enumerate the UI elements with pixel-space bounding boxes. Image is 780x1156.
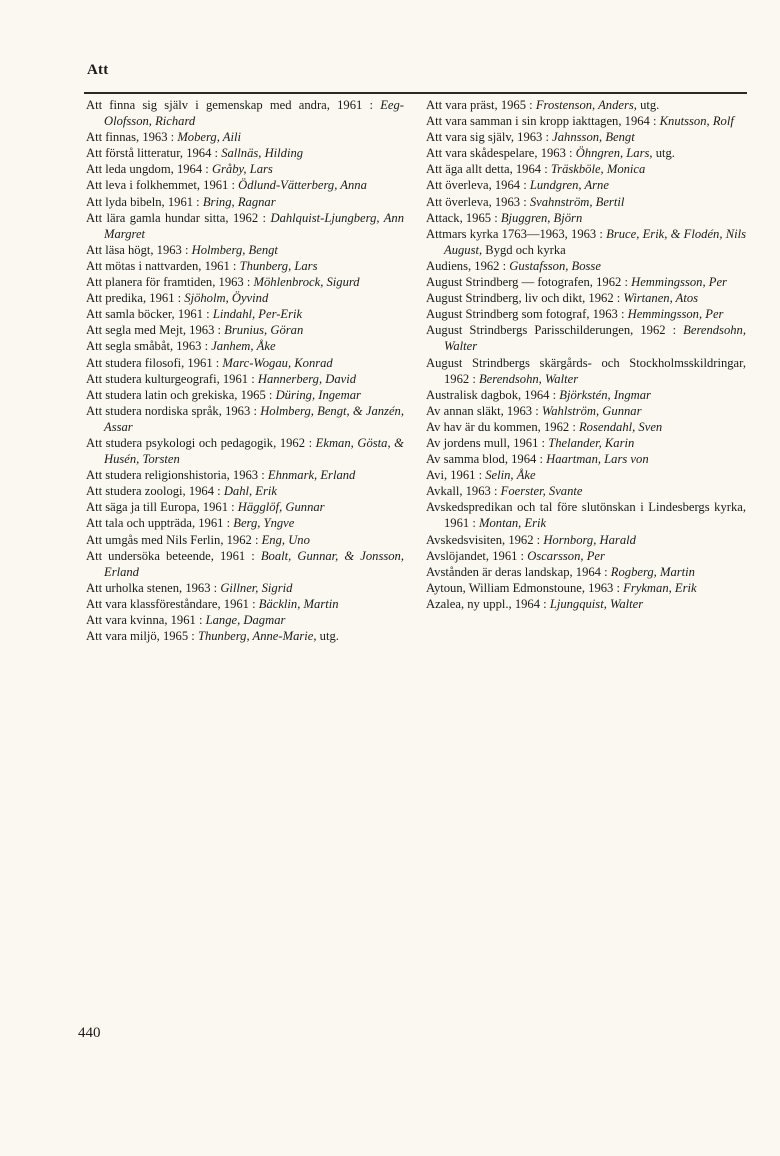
entry-author: Möhlenbrock, Sigurd bbox=[253, 275, 360, 290]
entry-title: Att mötas i nattvarden, 1961 : bbox=[86, 258, 240, 273]
entry-title: Att samla böcker, 1961 : bbox=[86, 307, 213, 322]
index-entry bbox=[86, 403, 404, 435]
index-entry bbox=[426, 306, 746, 322]
entry-author: Bruce, Erik, & Flodén, Nils August, bbox=[444, 226, 746, 257]
entry-author: Foerster, Svante bbox=[500, 484, 583, 499]
index-entry bbox=[426, 548, 746, 564]
entry-title: Att vara samman i sin kropp iakttagen, 1964 : bbox=[426, 114, 660, 129]
entry-title: Av annan släkt, 1963 : bbox=[426, 403, 542, 418]
index-entry bbox=[426, 194, 746, 210]
entry-title: Att överleva, 1963 : bbox=[426, 194, 530, 209]
index-entry bbox=[426, 161, 746, 177]
entry-author: Bjuggren, Björn bbox=[500, 210, 583, 225]
entry-title: Att studera filosofi, 1961 : bbox=[86, 355, 223, 370]
index-entry bbox=[86, 499, 404, 515]
entry-title: Att segla småbåt, 1963 : bbox=[86, 339, 212, 354]
entry-author: Janhem, Åke bbox=[211, 339, 276, 354]
index-entry bbox=[86, 338, 404, 354]
entry-title: Att studera kulturgeografi, 1961 : bbox=[86, 371, 258, 386]
entry-title: Att vara sig själv, 1963 : bbox=[426, 130, 553, 145]
index-entry bbox=[86, 306, 404, 322]
entry-title: August Strindbergs skärgårds- och Stockholmsskildringar, 1962 : bbox=[426, 355, 746, 386]
index-entry bbox=[426, 355, 746, 387]
index-entry bbox=[86, 435, 404, 467]
index-entry bbox=[426, 97, 746, 113]
entry-author: Marc-Wogau, Konrad bbox=[222, 355, 333, 370]
index-entry bbox=[86, 387, 404, 403]
entry-author: Thunberg, Lars bbox=[239, 258, 318, 273]
entry-suffix: utg. bbox=[636, 98, 660, 112]
index-entry bbox=[426, 210, 746, 226]
entry-title: Att vara miljö, 1965 : bbox=[86, 629, 198, 644]
entry-author: Jahnsson, Bengt bbox=[552, 130, 635, 145]
entry-suffix: utg. bbox=[316, 629, 339, 644]
index-entry bbox=[86, 467, 404, 483]
entry-title: Att vara präst, 1965 : bbox=[426, 98, 536, 112]
entry-author: Selin, Åke bbox=[485, 468, 536, 483]
index-entry bbox=[86, 628, 404, 644]
entry-title: Att studera psykologi och pedagogik, 1962 : bbox=[86, 435, 316, 450]
entry-author: Bäcklin, Martin bbox=[258, 596, 339, 611]
entry-title: Att finnas, 1963 : bbox=[86, 130, 178, 145]
entry-author: Gillner, Sigrid bbox=[220, 580, 293, 595]
index-entry bbox=[426, 145, 746, 161]
entry-author: Sallnäs, Hilding bbox=[221, 146, 304, 161]
entry-author: Knutsson, Rolf bbox=[659, 114, 734, 129]
entry-title: Att undersöka beteende, 1961 : bbox=[86, 548, 261, 563]
entry-author: Svahnström, Bertil bbox=[529, 194, 625, 209]
entry-author: Ehnmark, Erland bbox=[267, 468, 356, 483]
entry-title: August Strindberg som fotograf, 1963 : bbox=[426, 307, 628, 322]
entry-title: Att tala och uppträda, 1961 : bbox=[86, 516, 234, 531]
entry-title: Azalea, ny uppl., 1964 : bbox=[426, 596, 550, 611]
entry-title: Att studera zoologi, 1964 : bbox=[86, 484, 224, 499]
entry-author: Hägglöf, Gunnar bbox=[237, 500, 325, 515]
entry-author: Lange, Dagmar bbox=[205, 613, 286, 627]
entry-author: Bring, Ragnar bbox=[202, 194, 276, 209]
entry-title: Avi, 1961 : bbox=[426, 468, 486, 483]
entry-title: Avskedspredikan och tal före slutönskan i Lindesbergs kyrka, 1961 : bbox=[426, 500, 746, 531]
entry-author: Montan, Erik bbox=[478, 516, 547, 531]
header-rule bbox=[84, 92, 747, 94]
entry-author: Brunius, Göran bbox=[224, 323, 304, 338]
index-entry bbox=[86, 290, 404, 306]
entry-author: Düring, Ingemar bbox=[275, 387, 361, 402]
entry-author: Eeg-Olofsson, Richard bbox=[104, 98, 404, 129]
entry-title: August Strindberg — fotografen, 1962 : bbox=[426, 275, 632, 290]
index-entry bbox=[426, 129, 746, 145]
index-entry bbox=[426, 322, 746, 354]
entry-author: Wirtanen, Atos bbox=[623, 291, 699, 306]
index-entry bbox=[86, 242, 404, 258]
entry-title: Att studera religionshistoria, 1963 : bbox=[86, 468, 268, 483]
entry-title: Aytoun, William Edmonstoune, 1963 : bbox=[426, 580, 624, 595]
index-entry bbox=[426, 403, 746, 419]
left-column bbox=[86, 97, 404, 644]
index-entry bbox=[426, 258, 746, 274]
entry-author: Rosendahl, Sven bbox=[578, 419, 663, 434]
entry-author: Ödlund-Vätterberg, Anna bbox=[238, 178, 367, 193]
index-entry bbox=[426, 177, 746, 193]
index-entry bbox=[86, 355, 404, 371]
index-entry bbox=[426, 499, 746, 531]
entry-author: Boalt, Gunnar, & Jonsson, Erland bbox=[104, 548, 404, 579]
index-entry bbox=[426, 387, 746, 403]
entry-title: Att predika, 1961 : bbox=[86, 291, 185, 306]
entry-author: Hannerberg, David bbox=[257, 371, 357, 386]
index-entry bbox=[426, 435, 746, 451]
entry-title: Avkall, 1963 : bbox=[426, 484, 501, 499]
index-entry bbox=[426, 596, 746, 612]
index-entry bbox=[426, 580, 746, 596]
entry-suffix: Bygd och kyrka bbox=[482, 242, 566, 257]
index-entry bbox=[86, 371, 404, 387]
index-entry bbox=[86, 210, 404, 242]
index-entry bbox=[426, 532, 746, 548]
entry-title: August Strindbergs Parisschilderungen, 1962 : bbox=[426, 323, 684, 338]
entry-title: Att studera latin och grekiska, 1965 : bbox=[86, 387, 276, 402]
entry-author: Gråby, Lars bbox=[211, 162, 273, 177]
entry-title: Att urholka stenen, 1963 : bbox=[86, 580, 221, 595]
index-entry bbox=[86, 483, 404, 499]
index-entry bbox=[426, 419, 746, 435]
entry-author: Ljungquist, Walter bbox=[549, 596, 644, 611]
entry-author: Ekman, Gösta, & Husén, Torsten bbox=[104, 435, 404, 467]
entry-title: Australisk dagbok, 1964 : bbox=[426, 387, 560, 402]
entry-title: Att vara klassföreståndare, 1961 : bbox=[86, 596, 259, 611]
entry-title: Att säga ja till Europa, 1961 : bbox=[86, 500, 238, 515]
index-entry bbox=[86, 177, 404, 193]
entry-author: Thunberg, Anne-Marie, bbox=[197, 629, 317, 644]
entry-author: Lundgren, Arne bbox=[529, 178, 609, 193]
index-entry bbox=[86, 97, 404, 129]
entry-author: Dahl, Erik bbox=[223, 484, 277, 499]
index-entry bbox=[426, 113, 746, 129]
entry-title: Av jordens mull, 1961 : bbox=[426, 435, 549, 450]
entry-author: Träskböle, Monica bbox=[550, 162, 646, 177]
entry-title: Av hav är du kommen, 1962 : bbox=[426, 419, 579, 434]
entry-author: Thelander, Karin bbox=[548, 435, 635, 450]
entry-author: Frykman, Erik bbox=[623, 580, 697, 595]
entry-title: Att lära gamla hundar sitta, 1962 : bbox=[86, 210, 271, 225]
entry-author: Haartman, Lars von bbox=[546, 452, 649, 467]
entry-author: Wahlström, Gunnar bbox=[541, 403, 642, 418]
entry-author: Öhngren, Lars, bbox=[575, 146, 653, 161]
entry-author: Sjöholm, Öyvind bbox=[184, 291, 269, 306]
entry-author: Rogberg, Martin bbox=[610, 564, 695, 579]
entry-title: Att förstå litteratur, 1964 : bbox=[86, 146, 222, 161]
page-number: 440 bbox=[78, 1025, 101, 1041]
index-entry bbox=[426, 467, 746, 483]
entry-author: Hemmingsson, Per bbox=[631, 275, 727, 290]
entry-title: August Strindberg, liv och dikt, 1962 : bbox=[426, 291, 624, 306]
entry-title: Att planera för framtiden, 1963 : bbox=[86, 275, 254, 290]
running-header: Att bbox=[87, 62, 109, 78]
entry-author: Moberg, Aili bbox=[177, 130, 241, 145]
entry-title: Attmars kyrka 1763—1963, 1963 : bbox=[426, 226, 607, 241]
index-entry bbox=[86, 145, 404, 161]
entry-author: Berg, Yngve bbox=[233, 516, 295, 531]
index-entry bbox=[86, 161, 404, 177]
entry-title: Att finna sig själv i gemenskap med andra, 1961 : bbox=[86, 98, 381, 112]
index-entry bbox=[86, 596, 404, 612]
entry-author: Frostenson, Anders, bbox=[535, 98, 637, 112]
entry-suffix: utg. bbox=[652, 146, 675, 161]
entry-title: Att segla med Mejt, 1963 : bbox=[86, 323, 225, 338]
entry-title: Att lyda bibeln, 1961 : bbox=[86, 194, 203, 209]
entry-title: Audiens, 1962 : bbox=[426, 258, 510, 273]
entry-title: Att vara skådespelare, 1963 : bbox=[426, 146, 576, 161]
index-entry bbox=[426, 451, 746, 467]
entry-title: Attack, 1965 : bbox=[426, 210, 501, 225]
index-entry bbox=[86, 129, 404, 145]
entry-title: Avskedsvisiten, 1962 : bbox=[426, 532, 544, 547]
entry-author: Eng, Uno bbox=[261, 532, 310, 547]
entry-title: Att överleva, 1964 : bbox=[426, 178, 530, 193]
entry-author: Björkstén, Ingmar bbox=[559, 387, 651, 402]
entry-title: Att umgås med Nils Ferlin, 1962 : bbox=[86, 532, 262, 547]
index-entry bbox=[426, 290, 746, 306]
entry-author: Lindahl, Per-Erik bbox=[212, 307, 303, 322]
index-entry bbox=[86, 274, 404, 290]
index-entry bbox=[426, 226, 746, 258]
entry-author: Berendsohn, Walter bbox=[478, 371, 579, 386]
entry-author: Hornborg, Harald bbox=[543, 532, 636, 547]
index-entry bbox=[86, 322, 404, 338]
index-entry bbox=[426, 274, 746, 290]
entry-title: Att leda ungdom, 1964 : bbox=[86, 162, 212, 177]
index-entry bbox=[86, 258, 404, 274]
index-entry bbox=[86, 612, 404, 628]
index-entry bbox=[426, 483, 746, 499]
entry-title: Att äga allt detta, 1964 : bbox=[426, 162, 551, 177]
entry-title: Att vara kvinna, 1961 : bbox=[86, 613, 206, 627]
entry-author: Berendsohn, Walter bbox=[444, 323, 746, 354]
entry-author: Hemmingsson, Per bbox=[627, 307, 724, 322]
entry-title: Avstånden är deras landskap, 1964 : bbox=[426, 564, 611, 579]
entry-title: Avslöjandet, 1961 : bbox=[426, 548, 528, 563]
entry-title: Att leva i folkhemmet, 1961 : bbox=[86, 178, 239, 193]
right-column bbox=[426, 97, 746, 612]
entry-title: Att studera nordiska språk, 1963 : bbox=[86, 403, 261, 418]
index-entry bbox=[86, 548, 404, 580]
index-entry bbox=[86, 515, 404, 531]
entry-author: Holmberg, Bengt, & Janzén, Assar bbox=[104, 403, 404, 434]
entry-title: Att läsa högt, 1963 : bbox=[86, 242, 192, 257]
entry-author: Dahlquist-Ljungberg, Ann Margret bbox=[104, 210, 404, 241]
entry-author: Gustafsson, Bosse bbox=[509, 258, 601, 273]
index-entry bbox=[86, 580, 404, 596]
index-entry bbox=[426, 564, 746, 580]
index-entry bbox=[86, 194, 404, 210]
entry-title: Av samma blod, 1964 : bbox=[426, 452, 547, 467]
index-entry bbox=[86, 532, 404, 548]
entry-author: Holmberg, Bengt bbox=[191, 242, 278, 257]
entry-author: Oscarsson, Per bbox=[527, 548, 605, 563]
